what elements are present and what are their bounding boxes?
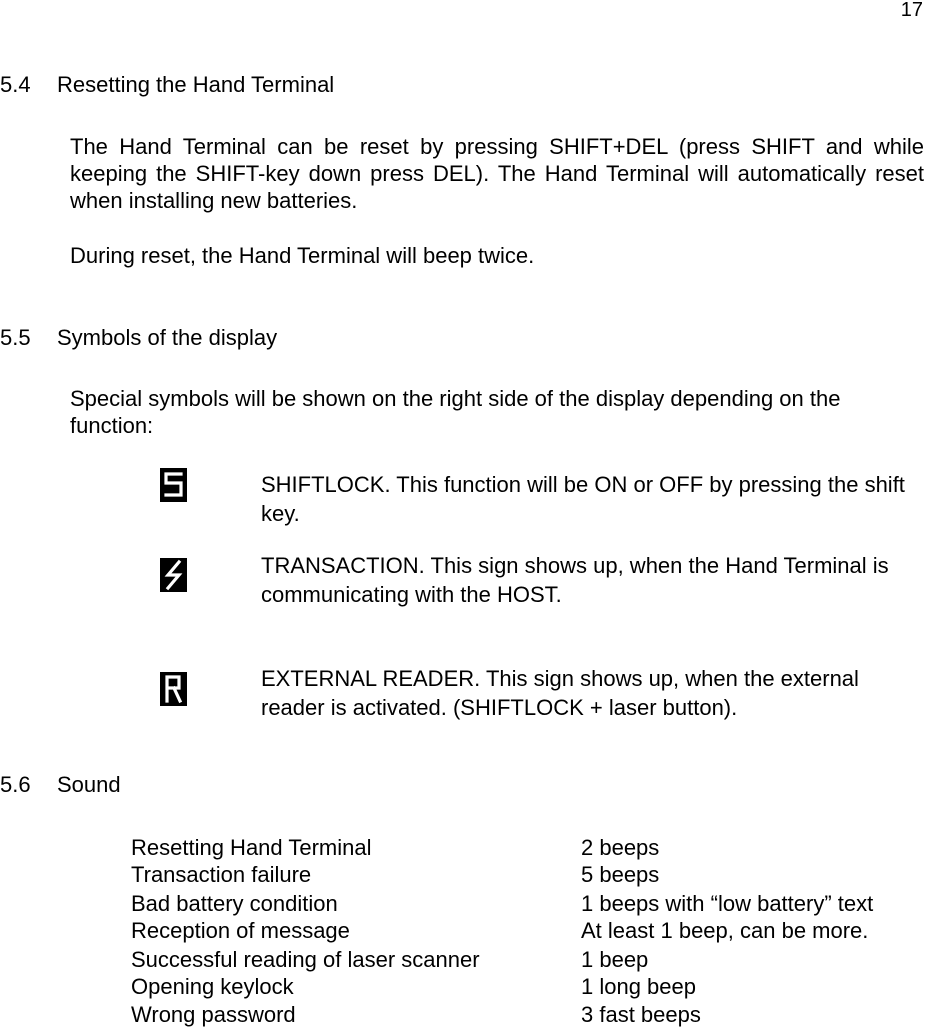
sound-event: Opening keylock [131, 974, 294, 999]
transaction-bolt-icon [160, 558, 187, 592]
symbols-intro-paragraph: Special symbols will be shown on the right side of the display depending on the function: [70, 386, 841, 438]
sound-event: Resetting Hand Terminal [131, 835, 372, 860]
external-reader-r-icon [160, 672, 187, 706]
page-number: 17 [900, 0, 923, 21]
section-number: 5.4 [0, 72, 31, 97]
external-reader-description: EXTERNAL READER. This sign shows up, when the external reader is activated. (SHIFTLOCK + laser button). [261, 666, 859, 720]
section-title: Resetting the Hand Terminal [57, 72, 335, 97]
sound-event: Wrong password [131, 1002, 296, 1027]
section-heading-sound [0, 772, 600, 800]
sound-event: Successful reading of laser scanner [131, 947, 480, 972]
section-number: 5.5 [0, 325, 31, 350]
shiftlock-description: SHIFTLOCK. This function will be ON or OFF by pressing the shift key. [261, 472, 905, 526]
sound-beeps: 1 beeps with “low battery” text [581, 891, 874, 916]
sound-event: Transaction failure [131, 862, 312, 887]
section-heading-symbols [0, 325, 600, 353]
reset-beep-paragraph: During reset, the Hand Terminal will beep twice. [70, 243, 535, 268]
sound-beeps: 3 fast beeps [581, 1002, 701, 1027]
sound-beeps: 5 beeps [581, 862, 660, 887]
sound-beeps: 2 beeps [581, 835, 660, 860]
shiftlock-s-icon [160, 468, 187, 502]
sound-event: Bad battery condition [131, 891, 338, 916]
sound-beeps: At least 1 beep, can be more. [581, 918, 869, 943]
sound-beeps: 1 long beep [581, 974, 696, 999]
section-heading-resetting [0, 72, 600, 100]
sound-event: Reception of message [131, 918, 350, 943]
section-title: Sound [57, 772, 121, 797]
reset-instructions-paragraph: The Hand Terminal can be reset by pressing SHIFT+DEL (press SHIFT and while keeping the SHIFT-key down press DEL). The Hand Terminal will automatically reset when installing new batteries. [70, 134, 924, 213]
transaction-description: TRANSACTION. This sign shows up, when the Hand Terminal is communicating with the HOST. [261, 553, 889, 607]
section-title: Symbols of the display [57, 325, 278, 350]
sound-beeps: 1 beep [581, 947, 649, 972]
section-number: 5.6 [0, 772, 31, 797]
